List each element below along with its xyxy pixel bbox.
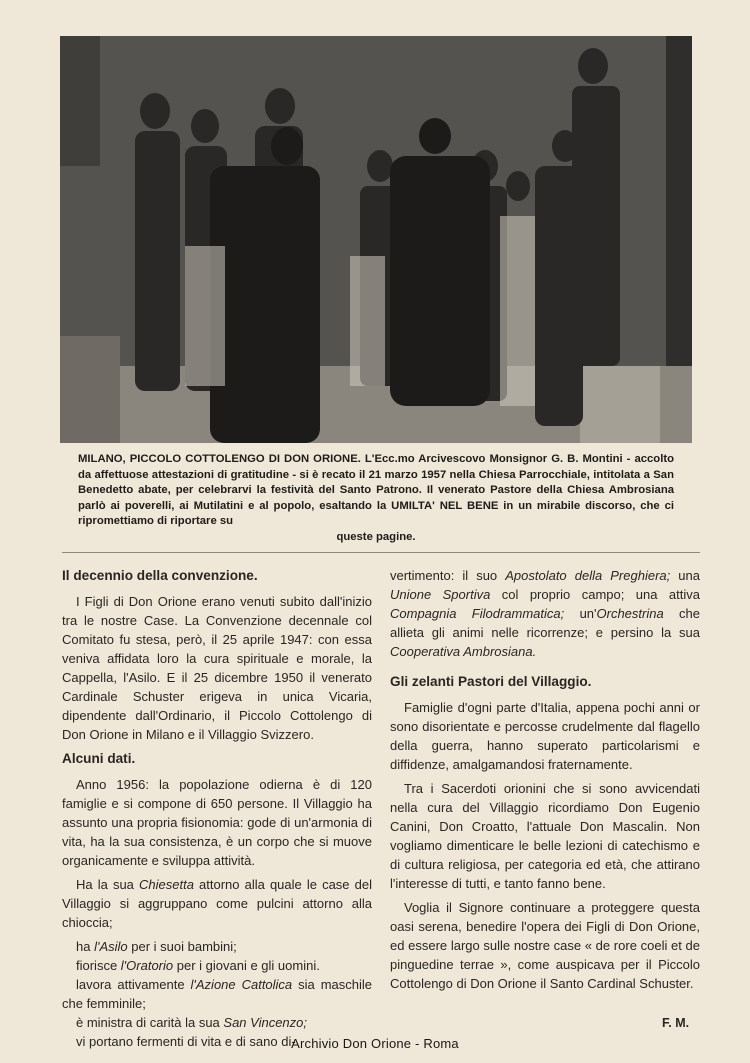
paragraph: è ministra di carità la sua San Vincenzo;: [76, 1015, 308, 1030]
paragraph: ha l'Asilo per i suoi bambini;: [76, 939, 237, 954]
right-column: [390, 566, 700, 998]
group-photo: [60, 36, 692, 443]
archive-footer: Archivio Don Orione - Roma: [291, 1036, 459, 1051]
paragraph: fiorisce l'Oratorio per i giovani e gli uomini.: [76, 958, 320, 973]
paragraph: lavora attivamente l'Azione Cattolica sia maschile che femminile;: [62, 977, 372, 1011]
paragraph: Anno 1956: la popolazione odierna è di 120 famiglie e si compone di 650 persone. Il Villaggio ha assunto una propria fisionomia: gode di un'armonia di vita, ha la sua consistenza, è un corpo che si muove organicamente e sviluppa attività.: [62, 777, 372, 868]
paragraph: I Figli di Don Orione erano venuti subito dall'inizio tra le nostre Case. La Convenzione decennale col Comitato fu stesa, però, il 25 aprile 1947: con essa veniva affidata loro la cura spirituale e morale, la Cappella, l'Asilo. E il 25 dicembre 1950 il venerato Cardinale Schuster erigeva in unica Vicaria, dipendente dall'Ordinario, il Piccolo Cottolengo di Don Orione in Milano e il Villaggio Svizzero.: [62, 594, 372, 742]
photo-image-icon: [60, 36, 692, 443]
heading-pastori: Gli zelanti Pastori del Villaggio.: [390, 674, 592, 689]
signature: F. M.: [662, 1016, 690, 1030]
heading-dati: Alcuni dati.: [62, 751, 136, 766]
heading-convenzione: Il decennio della convenzione.: [62, 568, 258, 583]
paragraph: Tra i Sacerdoti orionini che si sono avvicendati nella cura del Villaggio ricordiamo Don Eugenio Canini, Don Croatto, l'attuale Don Mascalin. Non vogliamo dimenticare le belle lezioni di catechismo e di cultura religiosa, per categoria ed età, che attirano l'interesse di tutti, e tanto fanno bene.: [390, 781, 700, 891]
section-divider: [62, 552, 700, 553]
caption-text: MILANO, PICCOLO COTTOLENGO DI DON ORIONE. L'Ecc.mo Arcivescovo Monsignor G. B. Montini - accolto da affettuose attestazioni di gratitudine - si è recato il 21 marzo 1957 nella Chiesa Parrocchiale, intitolata a San Benedetto abate, per celebrarvi la festività del Santo Patrono. Il venerato Pastore della Chiesa Ambrosiana parlò ai poverelli, ai Mutilatini e al popolo, esaltando la UMILTA' NEL BENE in un mirabile discorso, che ci ripromettiamo di riportare su: [78, 453, 674, 527]
paragraph: Ha la sua Chiesetta attorno alla quale le case del Villaggio si aggruppano come pulcini attorno alla chioccia;: [62, 877, 372, 930]
paragraph: Famiglie d'ogni parte d'Italia, appena pochi anni or sono disorientate e percosse crudelmente dal flagello della guerra, hanno superato particolarismi e diffidenze, amalgamandosi fraternamente.: [390, 700, 700, 772]
photo-caption: [78, 452, 674, 545]
paragraph: vi portano fermenti di vita e di sano di-: [76, 1034, 296, 1049]
left-column: [62, 566, 372, 1051]
paragraph: vertimento: il suo Apostolato della Preghiera; una Unione Sportiva col proprio campo; una attiva Compagnia Filodrammatica; un'Orchestrina che allieta gli animi nelle ricorrenze; e persino la sua Cooperativa Ambrosiana.: [390, 568, 701, 659]
paragraph: Voglia il Signore continuare a proteggere questa oasi serena, benedire l'opera dei Figli di Don Orione, ed essere largo sulle nostre case « de rore coeli et de pinguedine terrae », come auspicava per il Piccolo Cottolengo di Don Orione il Santo Cardinal Schuster.: [390, 900, 700, 991]
caption-text-end: queste pagine.: [336, 530, 416, 543]
